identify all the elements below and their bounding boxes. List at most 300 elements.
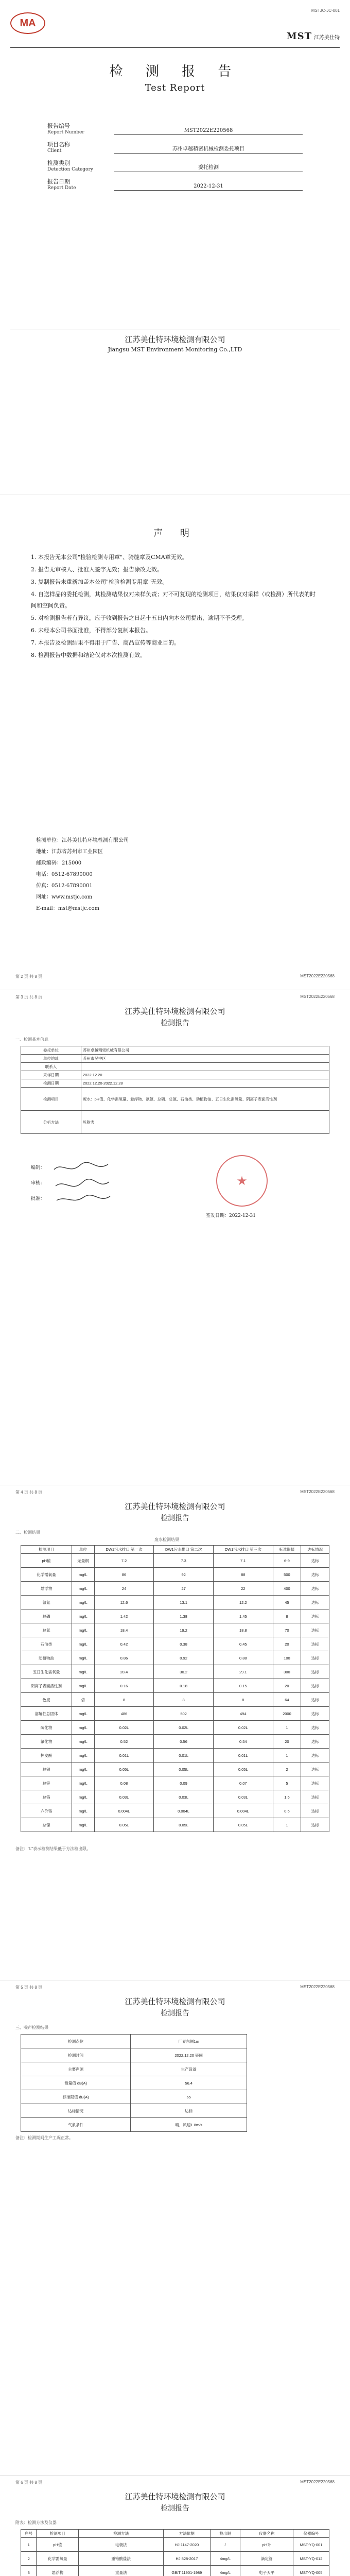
field-row	[47, 116, 303, 135]
table-cell: 无量纲	[72, 1554, 95, 1568]
table-cell: 20	[273, 1637, 301, 1651]
table-cell: 24	[94, 1582, 154, 1596]
table-cell: MST-YQ-005	[293, 2566, 329, 2576]
table-cell: 7.3	[154, 1554, 214, 1568]
table-cell: 石油类	[21, 1637, 72, 1651]
table-cell: /	[210, 2538, 240, 2552]
table-row	[21, 1609, 329, 1623]
table-cell: 3	[21, 2566, 37, 2576]
table-cell: 达标	[301, 1790, 329, 1804]
table-cell: 重铬酸盐法	[79, 2552, 164, 2566]
report-number: MST2022E220568	[300, 1489, 335, 1494]
table-cell: 45	[273, 1596, 301, 1609]
table-cell: mg/L	[72, 1762, 95, 1776]
table-cell: mg/L	[72, 1665, 95, 1679]
column-header: 检测项目	[21, 1546, 72, 1554]
table-cell: 达标	[301, 1707, 329, 1721]
table-cell: pH计	[240, 2538, 293, 2552]
table-cell: mg/L	[72, 1582, 95, 1596]
table-cell: 1	[21, 2538, 37, 2552]
table-cell: 总镍	[21, 1818, 72, 1832]
table-row	[21, 1790, 329, 1804]
table-row	[21, 1651, 329, 1665]
field-label-zh: 项目名称	[47, 141, 70, 148]
page-header	[0, 1501, 350, 1523]
table-row	[21, 2048, 247, 2062]
table-cell: 0.45	[213, 1637, 273, 1651]
table-cell: 7.2	[94, 1554, 154, 1568]
table-cell: 1	[273, 1818, 301, 1832]
page-cover	[0, 0, 350, 495]
table-cell: 20	[273, 1735, 301, 1749]
table-cell: 0.02L	[94, 1721, 154, 1735]
page-number: 第 3 页 共 8 页	[15, 995, 43, 999]
table-row	[21, 1818, 329, 1832]
table-cell: 100	[273, 1651, 301, 1665]
table-cell: mg/L	[72, 1637, 95, 1651]
table-cell: 达标	[301, 1651, 329, 1665]
table-cell: 0.42	[94, 1637, 154, 1651]
table-cell: 13.1	[154, 1596, 214, 1609]
table-cell: 0.02L	[213, 1721, 273, 1735]
table-cell: 0.15	[213, 1679, 273, 1693]
table-row	[21, 2118, 247, 2132]
table-cell: 达标	[301, 1623, 329, 1637]
table-cell: mg/L	[72, 1721, 95, 1735]
statement-list	[31, 552, 319, 662]
table-cell: 氨氮	[21, 1596, 72, 1609]
sign-label: 批准：	[31, 1196, 45, 1201]
table-cell: 0.03L	[94, 1790, 154, 1804]
report-number: MST2022E220568	[300, 994, 335, 999]
basic-info-table	[21, 1046, 329, 1134]
field-label-en: Client	[47, 148, 62, 154]
column-header: 单位	[72, 1546, 95, 1554]
table-cell: 0.88	[213, 1651, 273, 1665]
table-value	[81, 1063, 329, 1071]
table-cell: mg/L	[72, 1623, 95, 1637]
column-header: DW1污水排口 第一次	[94, 1546, 154, 1554]
field-value: 苏州卓越精密机械检测委托项目	[114, 144, 303, 154]
table-cell: 18.4	[94, 1623, 154, 1637]
table-cell: 0.18	[154, 1679, 214, 1693]
table-cell: 0.54	[213, 1735, 273, 1749]
table-value: 2022.12.20	[81, 1071, 329, 1079]
official-seal: ★	[216, 1155, 268, 1207]
table-cell: 达标情况	[21, 2104, 131, 2118]
table-cell: 2	[21, 2552, 37, 2566]
field-row	[47, 154, 303, 172]
sign-label: 审核：	[31, 1181, 45, 1186]
table-key: 检测项目	[21, 1088, 81, 1111]
table-cell: 主要声源	[21, 2062, 131, 2076]
table-row	[21, 2035, 247, 2048]
table-cell: 500	[273, 1568, 301, 1582]
table-value: 苏州卓越精密机械有限公司	[81, 1046, 329, 1055]
table-cell: 0.92	[154, 1651, 214, 1665]
table-cell: mg/L	[72, 1776, 95, 1790]
table-cell: 5	[273, 1776, 301, 1790]
field-label-en: Report Number	[47, 130, 84, 135]
page-number: 第 2 页 共 8 页	[15, 974, 43, 979]
table-cell: 溶解性总固体	[21, 1707, 72, 1721]
sign-date: 签发日期：2022-12-31	[206, 1213, 256, 1218]
table-row	[21, 1596, 329, 1609]
page-header-meta	[15, 1489, 335, 1495]
table-key: 检测日期	[21, 1079, 81, 1088]
header-report: 检测报告	[161, 1019, 189, 1027]
table-cell: 达标	[301, 1693, 329, 1707]
header-report: 检测报告	[161, 2009, 189, 2018]
table-cell: 总氮	[21, 1623, 72, 1637]
company-name-en: Jiangsu MST Environment Monitoring Co.,LTD	[108, 346, 242, 353]
table-key: 单位地址	[21, 1055, 81, 1063]
table-cell: 1	[273, 1721, 301, 1735]
table-cell: 挥发酚	[21, 1749, 72, 1762]
table-cell: mg/L	[72, 1679, 95, 1693]
table-cell: 8	[213, 1693, 273, 1707]
table-cell: 电子天平	[240, 2566, 293, 2576]
table-cell: 20	[273, 1679, 301, 1693]
table-cell: 总锌	[21, 1776, 72, 1790]
methods-table	[21, 2529, 329, 2576]
section-title: 二、检测结果	[15, 1530, 40, 1535]
table-cell: 494	[213, 1707, 273, 1721]
page-basic-info	[0, 990, 350, 1485]
page-number: 第 4 页 共 8 页	[15, 1490, 43, 1495]
table-cell: 色度	[21, 1693, 72, 1707]
table-cell: 0.01L	[154, 1749, 214, 1762]
table-cell: mg/L	[72, 1651, 95, 1665]
table-cell: 气象条件	[21, 2118, 131, 2132]
table-cell: GB/T 11901-1989	[163, 2566, 210, 2576]
table-cell: 达标	[301, 1679, 329, 1693]
table-cell: 0.38	[154, 1637, 214, 1651]
sub-title: 废水检测结果	[154, 1537, 179, 1542]
table-cell: 22	[213, 1582, 273, 1596]
page-footer	[15, 974, 335, 979]
table-cell: 氟化物	[21, 1735, 72, 1749]
table-cell: 达标	[301, 1665, 329, 1679]
field-label-en: Detection Category	[47, 167, 93, 172]
table-cell: 达标	[301, 1804, 329, 1818]
page-methods	[0, 2476, 350, 2576]
table-cell: 达标	[301, 1818, 329, 1832]
statement-title: 声 明	[153, 528, 197, 539]
table-cell: 动植物油	[21, 1651, 72, 1665]
divider	[10, 47, 340, 48]
table-cell: 0.56	[154, 1735, 214, 1749]
table-cell: 0.16	[94, 1679, 154, 1693]
table-cell: 0.08	[94, 1776, 154, 1790]
brand-logo	[287, 31, 340, 42]
table-cell: MST-YQ-012	[293, 2552, 329, 2566]
header-company: 江苏美仕特环境检测有限公司	[125, 1007, 225, 1016]
table-cell: 1.38	[154, 1609, 214, 1623]
table-cell: 0.01L	[213, 1749, 273, 1762]
table-cell: 0.05L	[154, 1818, 214, 1832]
table-cell: 总铜	[21, 1762, 72, 1776]
table-cell: 0.004L	[154, 1804, 214, 1818]
table-cell: 4mg/L	[210, 2566, 240, 2576]
table-cell: HJ 828-2017	[163, 2552, 210, 2566]
table-cell: mg/L	[72, 1609, 95, 1623]
table-cell: 生产设备	[131, 2062, 247, 2076]
table-key: 联系人	[21, 1063, 81, 1071]
contact-line[interactable]: 网址：www.mstjc.com	[36, 894, 93, 900]
column-header: 方法依据	[163, 2530, 210, 2538]
sign-block	[31, 1160, 45, 1207]
table-cell: 0.05L	[94, 1762, 154, 1776]
table-value: 废水：pH值、化学需氧量、悬浮物、氨氮、总磷、总氮、石油类、动植物油、五日生化需氧量、阴离子表面活性剂	[81, 1088, 329, 1111]
table-cell: 30.2	[154, 1665, 214, 1679]
table-cell: 0.03L	[213, 1790, 273, 1804]
table-cell: 达标	[301, 1721, 329, 1735]
table-cell: mg/L	[72, 1804, 95, 1818]
table-cell: 0.5	[273, 1804, 301, 1818]
table-value: 见附表	[81, 1111, 329, 1134]
report-number: MST2022E220568	[300, 974, 335, 978]
company-name: 江苏美仕特环境检测有限公司	[125, 335, 225, 344]
sign-label: 编制：	[31, 1165, 45, 1171]
table-cell: 悬浮物	[37, 2566, 79, 2576]
table-row	[21, 1568, 329, 1582]
statement-item: 1. 本报告无本公司"检验检测专用章"、骑缝章及CMA章无效。	[31, 554, 188, 561]
table-row	[21, 2538, 329, 2552]
table-cell: 2	[273, 1762, 301, 1776]
statement-item: 5. 对检测报告若有异议，应于收到报告之日起十五日内向本公司提出，逾期不予受理。	[31, 615, 248, 621]
contact-line[interactable]: E-mail：mst@mstjc.com	[36, 906, 99, 911]
table-cell: 滴定管	[240, 2552, 293, 2566]
page-header-meta	[15, 2480, 335, 2485]
statement-item: 7. 本报告及检测结果不得用于广告、商品宣传等商业目的。	[31, 639, 180, 646]
table-row	[21, 1554, 329, 1568]
header-report: 检测报告	[161, 2504, 189, 2513]
table-row	[21, 1707, 329, 1721]
table-row	[21, 1637, 329, 1651]
section-title: 三、噪声检测结果	[15, 2025, 48, 2030]
header-company: 江苏美仕特环境检测有限公司	[125, 1502, 225, 1511]
table-cell: 检测点位	[21, 2035, 131, 2048]
table-cell: 0.05L	[94, 1818, 154, 1832]
table-cell: 70	[273, 1623, 301, 1637]
section-title: 附表：检测方法及仪器	[15, 2520, 57, 2525]
table-cell: 0.05L	[213, 1762, 273, 1776]
table-row	[21, 2566, 329, 2576]
cover-fields	[47, 116, 303, 191]
table-cell: 1	[273, 1749, 301, 1762]
table-key: 采样日期	[21, 1071, 81, 1079]
table-cell: 总磷	[21, 1609, 72, 1623]
table-cell: 达标	[301, 1749, 329, 1762]
table-cell: 27	[154, 1582, 214, 1596]
table-note: 备注：检测期间生产工况正常。	[15, 2136, 73, 2140]
table-cell: MST-YQ-001	[293, 2538, 329, 2552]
table-cell: 0.09	[154, 1776, 214, 1790]
contact-line: 检测单位：江苏美仕特环境检测有限公司	[36, 838, 129, 843]
table-cell: 8	[273, 1609, 301, 1623]
page-water-results	[0, 1485, 350, 1980]
page-header-meta	[15, 994, 335, 1000]
table-row	[21, 2090, 247, 2104]
table-cell: 化学需氧量	[37, 2552, 79, 2566]
statement-item: 2. 报告无审核人、批准人签字无效；报告涂改无效。	[31, 566, 163, 573]
handwritten-signature	[51, 1159, 113, 1206]
table-cell: 0.02L	[154, 1721, 214, 1735]
statement-item: 8. 检测报告中数据和结论仅对本次检测有效。	[31, 652, 146, 658]
table-cell: 300	[273, 1665, 301, 1679]
brand-name: MST	[286, 31, 312, 42]
table-cell: 400	[273, 1582, 301, 1596]
table-cell: 2000	[273, 1707, 301, 1721]
table-cell: 19.2	[154, 1623, 214, 1637]
page-header	[0, 2491, 350, 2513]
table-cell: 晴，风速1.8m/s	[131, 2118, 247, 2132]
table-cell: mg/L	[72, 1818, 95, 1832]
table-cell: 18.8	[213, 1623, 273, 1637]
table-row	[21, 1749, 329, 1762]
table-key: 委托单位	[21, 1046, 81, 1055]
table-cell: 64	[273, 1693, 301, 1707]
table-row	[21, 2076, 247, 2090]
table-cell: mg/L	[72, 1568, 95, 1582]
statement-item: 3. 复制报告未重新加盖本公司"检验检测专用章"无效。	[31, 579, 168, 585]
table-cell: 测量值 dB(A)	[21, 2076, 131, 2090]
table-row	[21, 1665, 329, 1679]
table-cell: 8	[94, 1693, 154, 1707]
contact-block	[36, 835, 129, 914]
table-cell: 达标	[301, 1554, 329, 1568]
table-cell: 12.2	[213, 1596, 273, 1609]
table-cell: 6-9	[273, 1554, 301, 1568]
table-cell: 502	[154, 1707, 214, 1721]
table-cell: 标准限值 dB(A)	[21, 2090, 131, 2104]
table-cell: mg/L	[72, 1596, 95, 1609]
table-cell: 化学需氧量	[21, 1568, 72, 1582]
field-label-zh: 检测类别	[47, 160, 70, 166]
water-results-table	[21, 1545, 329, 1832]
field-row	[47, 172, 303, 191]
table-cell: 倍	[72, 1693, 95, 1707]
table-row	[21, 1721, 329, 1735]
table-cell: 4mg/L	[210, 2552, 240, 2566]
table-cell: 92	[154, 1568, 214, 1582]
table-cell: 56.4	[131, 2076, 247, 2090]
table-row	[21, 1804, 329, 1818]
table-cell: HJ 1147-2020	[163, 2538, 210, 2552]
page-statement	[0, 495, 350, 990]
table-cell: pH值	[37, 2538, 79, 2552]
table-cell: 达标	[301, 1735, 329, 1749]
table-cell: 电极法	[79, 2538, 164, 2552]
table-cell: 达标	[131, 2104, 247, 2118]
field-label-zh: 报告日期	[47, 178, 70, 185]
table-row	[21, 1623, 329, 1637]
table-cell: 总铬	[21, 1790, 72, 1804]
table-cell: 0.86	[94, 1651, 154, 1665]
table-row	[21, 1693, 329, 1707]
table-cell: 五日生化需氧量	[21, 1665, 72, 1679]
page-header	[0, 1006, 350, 1028]
table-row	[21, 2062, 247, 2076]
table-cell: 0.07	[213, 1776, 273, 1790]
table-cell: mg/L	[72, 1790, 95, 1804]
field-value: MST2022E220568	[114, 128, 303, 135]
table-header-row	[21, 1546, 329, 1554]
page-header	[0, 1996, 350, 2018]
table-cell: 重量法	[79, 2566, 164, 2576]
table-row	[21, 2104, 247, 2118]
table-cell: 1.42	[94, 1609, 154, 1623]
table-cell: mg/L	[72, 1707, 95, 1721]
column-header: DW1污水排口 第三次	[213, 1546, 273, 1554]
table-cell: 0.05L	[213, 1818, 273, 1832]
column-header: 检测方法	[79, 2530, 164, 2538]
table-cell: 六价铬	[21, 1804, 72, 1818]
table-cell: 1.5	[273, 1790, 301, 1804]
header-report: 检测报告	[161, 1514, 189, 1522]
table-cell: 2022.12.20 昼间	[131, 2048, 247, 2062]
report-title: 检 测 报 告	[109, 64, 241, 79]
table-cell: 阴离子表面活性剂	[21, 1679, 72, 1693]
field-label-en: Report Date	[47, 185, 76, 191]
brand-sub: 江苏美仕特	[314, 35, 340, 41]
noise-table	[21, 2034, 247, 2132]
table-cell: 悬浮物	[21, 1582, 72, 1596]
column-header: 检出限	[210, 2530, 240, 2538]
table-cell: 0.004L	[213, 1804, 273, 1818]
column-header: 达标情况	[301, 1546, 329, 1554]
field-value: 委托检测	[114, 163, 303, 172]
header-company: 江苏美仕特环境检测有限公司	[125, 1997, 225, 2006]
contact-line: 地址：江苏省苏州市工业园区	[36, 849, 103, 855]
table-row	[21, 1582, 329, 1596]
report-subtitle: Test Report	[145, 82, 205, 93]
table-cell: 达标	[301, 1596, 329, 1609]
page-number: 第 5 页 共 8 页	[15, 1985, 43, 1990]
table-cell: 65	[131, 2090, 247, 2104]
contact-line: 电话：0512-67890000	[36, 872, 93, 877]
table-cell: 486	[94, 1707, 154, 1721]
table-cell: 达标	[301, 1582, 329, 1596]
table-cell: 0.05L	[154, 1762, 214, 1776]
contact-line: 邮政编码：215000	[36, 860, 82, 866]
table-cell: 7.1	[213, 1554, 273, 1568]
table-cell: 0.52	[94, 1735, 154, 1749]
table-cell: 88	[213, 1568, 273, 1582]
table-cell: 0.01L	[94, 1749, 154, 1762]
column-header: 仪器编号	[293, 2530, 329, 2538]
contact-line: 传真：0512-67890001	[36, 883, 93, 889]
table-cell: 达标	[301, 1776, 329, 1790]
table-cell: 1.45	[213, 1609, 273, 1623]
table-row	[21, 1679, 329, 1693]
table-cell: 检测时间	[21, 2048, 131, 2062]
table-cell: 硫化物	[21, 1721, 72, 1735]
column-header: 检测项目	[37, 2530, 79, 2538]
page-noise-results	[0, 1980, 350, 2476]
table-key: 分析方法	[21, 1111, 81, 1134]
table-value: 苏州市吴中区	[81, 1055, 329, 1063]
table-cell: 0.004L	[94, 1804, 154, 1818]
table-cell: 86	[94, 1568, 154, 1582]
report-number: MST2022E220568	[300, 2480, 335, 2484]
table-row	[21, 1762, 329, 1776]
report-number: MST2022E220568	[300, 1985, 335, 1989]
table-row	[21, 1776, 329, 1790]
field-value: 2022-12-31	[114, 183, 303, 191]
table-cell: mg/L	[72, 1735, 95, 1749]
